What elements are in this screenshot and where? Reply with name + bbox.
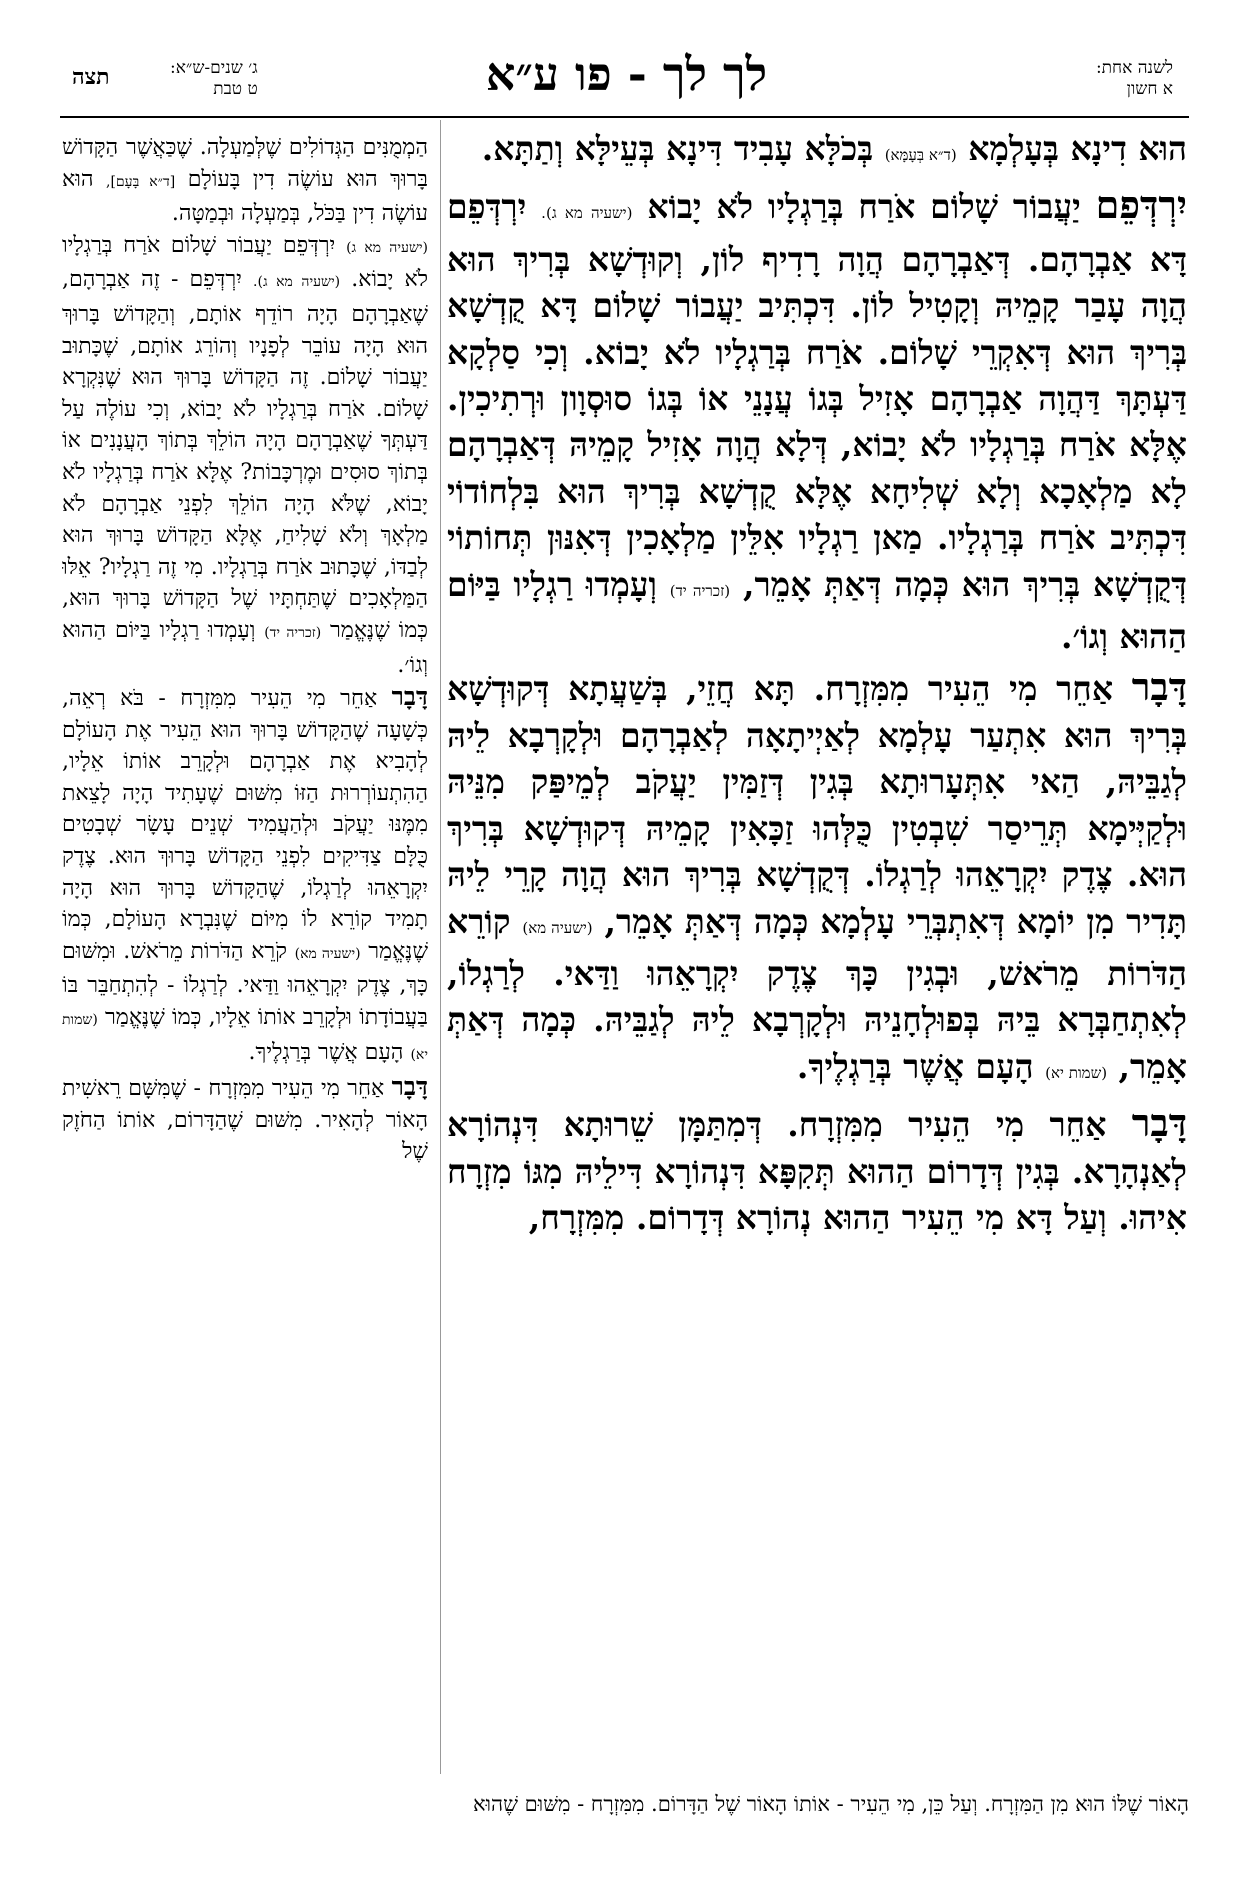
side-lead-word: דָּבָר [391, 682, 428, 712]
main-citation: (שמות יא) [1045, 1063, 1108, 1082]
side-text: הַמְמֻנִּים הַגְּדוֹלִים שֶׁלְּמַעְלָה. שֶׁכַּאֲשֶׁר הַקָּדוֹשׁ בָּרוּךְ הוּא עוֹשֶׂה דִין בָּעוֹלָם [62, 135, 428, 192]
main-paragraph [447, 126, 1187, 178]
column-divider [440, 120, 441, 1774]
side-text: יִרְדְּפֵם יַעֲבוֹר שָׁלוֹם אֹרַח בְּרַגְלָיו לֹא יָבוֹא. [62, 232, 428, 293]
main-paragraph [447, 1100, 1187, 1241]
side-lead-word: דָּבָר [391, 1072, 428, 1102]
translation-column [62, 132, 428, 1752]
side-citation: [ד״א בָּעָם], [106, 173, 176, 190]
header-rule [60, 116, 1189, 118]
main-paragraph [447, 182, 1187, 660]
bottom-continuation-line: הָאוֹר שֶׁלּוֹ הוּא מִן הַמִּזְרָח. וְעַל כֵּן, מִי הֵעִיר - אוֹתוֹ הָאוֹר שֶׁל הַדָּרוֹם. מִמִּזְרָח - מִשּׁוּם שֶׁהוּא [473, 1792, 1189, 1816]
side-paragraph [62, 681, 428, 1071]
main-lead-word: דָּבָר [1131, 1100, 1187, 1146]
side-paragraph [62, 1071, 428, 1168]
header-right-line2: א חשון [1126, 79, 1173, 99]
main-lead-word: יִרְדְּפֵם [1095, 182, 1187, 228]
side-citation: (זכריה יד) [264, 624, 322, 641]
main-citation: (ד״א בְּעָמָּא) [884, 146, 957, 164]
main-text: הָעָם אֲשֶׁר בְּרַגְלֶיךָ. [796, 1046, 1034, 1086]
side-text: יִרְדְּפֵם - זֶה אַבְרָהָם, שֶׁאַבְרָהָם הָיָה רוֹדֵף אוֹתָם, וְהַקָּדוֹשׁ בָּרוּךְ הוּא הָיָה עוֹבֵר לְפָנָיו וְהוֹרֵג אוֹתָם, שֶׁכָּתוּב יַעֲבוֹר שָׁלוֹם. זֶה הַקָּדוֹשׁ בָּרוּךְ הוּא שֶׁנִּקְרָא שָׁלוֹם. אֹרַח בְּרַגְלָיו לֹא יָבוֹא, וְכִי עוֹלֶה עַל דַּעְתְּךָ שֶׁאַבְרָהָם הָיָה הוֹלֵךְ בְּתוֹךְ הָעֲנָנִים אוֹ בְּתוֹךְ סוּסִים וּמֶרְכָּבוֹת? אֶלָּא אֹרַח בְּרַגְלָיו לֹא יָבוֹא, שֶׁלֹּא הָיָה הוֹלֵךְ לִפְנֵי אַבְרָהָם לֹא מַלְאָךְ וְלֹא שָׁלִיחַ, אֶלָּא הַקָּדוֹשׁ בָּרוּךְ הוּא לְבַדּוֹ, שֶׁכָּתוּב אֹרַח בְּרַגְלָיו. מִי זֶה רַגְלָיו? אֵלּוּ הַמַּלְאָכִים שֶׁתַּחְתָּיו שֶׁל הַקָּדוֹשׁ בָּרוּךְ הוּא, כְּמוֹ שֶׁנֶּאֱמַר [62, 267, 428, 643]
side-citation: (ישעיה מא ג). [253, 274, 341, 291]
side-text: אַחֵר מִי הֵעִיר מִמִּזְרָח - שֶׁמִּשָּׁם רֵאשִׁית הָאוֹר לְהָאִיר. מִשּׁוּם שֶׁהַדָּרוֹם, אוֹתוֹ הַחֹזֶק שֶׁל [62, 1076, 428, 1165]
page-title: לך לך - פו ע״א [485, 47, 768, 101]
main-text: וְעָמְדוּ רַגְלָיו בַּיּוֹם הַהוּא וְגוֹ׳. [447, 564, 1187, 657]
side-citation: (שמות יא) [62, 1012, 428, 1063]
main-text: קוֹרֵא הַדֹּרוֹת מֵרֹאשׁ, וּבְגִין כָּךְ צֶדֶק יִקְרָאֵהוּ וַדַּאי. לְרַגְלוֹ, לְאִתְחַבְּרָא בֵּיהּ בְּפוּלְחָנֵיהּ וּלְקָרְבָא לֵיהּ לְגַבֵּיהּ. כְּמָה דְּאַתְּ אָמֵר, [447, 901, 1187, 1086]
main-text: הוּא דִינָא בְּעָלְמָא [968, 129, 1187, 168]
main-citation: (ישעיה מא ג). [541, 204, 633, 223]
header-right-line1: לשנה אחת: [1095, 58, 1173, 78]
main-text: אַחֵר מִי הֵעִיר מִמִּזְרָח. דְּמִתַּמָּן שֵׁרוּתָא דִּנְהוֹרָא לְאַנְהָרָא. בְּגִין דְּדָרוֹם הַהוּא תְּקִפָּא דִּנְהוֹרָא דִּילֵיהּ מִגּוֹ מִזְרָח אִיהוּ. וְעַל דָּא מִי הֵעִיר הַהוּא נְהוֹרָא דְּדָרוֹם. מִמִּזְרָח, [447, 1105, 1187, 1237]
main-text: יַעֲבוֹר שָׁלוֹם אֹרַח בְּרַגְלָיו לֹא יָבוֹא [647, 187, 1081, 227]
main-text: בְּכֹלָּא עָבִיד דִּינָא בְּעֵילָּא וְתַתָּא. [481, 129, 874, 168]
side-citation: (ישעיה מא) [294, 945, 361, 962]
main-lead-word: דָּבָר [1131, 664, 1187, 710]
main-citation: (ישעיה מא) [522, 918, 593, 937]
header-left-line1: ג׳ שנים-ש״א: [170, 58, 258, 78]
main-citation: (זכריה יד) [669, 581, 731, 600]
side-citation: (ישעיה מא ג) [346, 239, 428, 256]
side-text: הוּא עוֹשֶׂה דִין בַּכֹּל, בְּמַעְלָה וּבְמַטָּה. [62, 166, 428, 227]
main-text: אַחֵר מִי הֵעִיר מִמִּזְרָח. תָּא חֲזֵי, בְּשַׁעֲתָא דְּקוּדְשָׁא בְּרִיךְ הוּא אִתְעַר עָלְמָא לְאַיְיתָאָה לְאַבְרָהָם וּלְקָרְבָא לֵיהּ לְגַבֵּיהּ, הַאי אִתְּעָרוּתָא בְּגִין דְּזַמִּין יַעֲקֹב לְמֵיפַּק מִנֵּיהּ וּלְקַיְּימָא תְּרֵיסַר שִׁבְטִין כֻּלְּהוּ זַכָּאִין קָמֵיהּ דְּקוּדְשָׁא בְּרִיךְ הוּא. צֶדֶק יִקְרָאֵהוּ לְרַגְלוֹ. דְּקֻדְשָׁא בְּרִיךְ הוּא הֲוָה קָרֵי לֵיהּ תָּדִיר מִן יוֹמָא דְּאִתְבְּרֵי עָלְמָא כְּמָה דְּאַתְּ אָמֵר, [447, 669, 1187, 941]
side-text: וְעָמְדוּ רַגְלָיו בַּיּוֹם הַהוּא וְגוֹ׳. [62, 617, 428, 678]
header-left-info [170, 58, 258, 100]
side-paragraph [62, 132, 428, 230]
page-number: תצה [72, 64, 110, 90]
main-text: יִרְדְּפֵם דָּא אַבְרָהָם. דְּאַבְרָהָם הֲוָה רָדִיף לוֹן, וְקוּדְשָׁא בְּרִיךְ הוּא הֲוָה עָבַר קָמֵיהּ וְקָטִיל לוֹן. דִּכְתִּיב יַעֲבוֹר שָׁלוֹם דָּא קֻדְשָׁא בְּרִיךְ הוּא דְּאִקְרֵי שָׁלוֹם. אֹרַח בְּרַגְלָיו לֹא יָבוֹא. וְכִי סַלְקָא דַּעְתָּךְ דַּהֲוָה אַבְרָהָם אָזִיל בְּגוֹ עֲנָנֵי אוֹ בְּגוֹ סוּסְוָון וּרְתִיכִין. אֶלָּא אֹרַח בְּרַגְלָיו לֹא יָבוֹא, דְּלָא הֲוָה אָזִיל קָמֵיהּ דְּאַבְרָהָם לָא מַלְאָכָא וְלָא שְׁלִיחָא אֶלָּא קֻדְשָׁא בְּרִיךְ הוּא בִּלְחוֹדוֹי דִּכְתִּיב אֹרַח בְּרַגְלָיו. מַאן רַגְלָיו אִלֵּין מַלְאָכִין דְּאִנּוּן תְּחוֹתוֹי דְּקֻדְשָׁא בְּרִיךְ הוּא כְּמָה דְּאַתְּ אָמֵר, [447, 187, 1187, 604]
main-text-column [447, 126, 1187, 1756]
side-paragraph [62, 230, 428, 681]
side-text: אַחֵר מִי הֵעִיר מִמִּזְרָח - בֹּא רְאֵה, כְּשָׁעָה שֶׁהַקָּדוֹשׁ בָּרוּךְ הוּא הֵעִיר אֶת הָעוֹלָם לְהָבִיא אֶת אַבְרָהָם וּלְקָרֵב אוֹתוֹ אֵלָיו, הַהִתְעוֹרְרוּת הַזּוֹ מִשּׁוּם שֶׁעָתִיד הָיָה לָצֵאת מִמֶּנּוּ יַעֲקֹב וּלְהַעֲמִיד שְׁנֵים עָשָׂר שְׁבָטִים כֻּלָּם צַדִּיקִים לִפְנֵי הַקָּדוֹשׁ בָּרוּךְ הוּא. צֶדֶק יִקְרָאֵהוּ לְרַגְלוֹ, שֶׁהַקָּדוֹשׁ בָּרוּךְ הוּא הָיָה תָמִיד קוֹרֵא לוֹ מִיּוֹם שֶׁנִּבְרָא הָעוֹלָם, כְּמוֹ שֶׁנֶּאֱמַר [62, 686, 428, 964]
main-paragraph [447, 664, 1187, 1096]
side-text: קֹרֵא הַדֹּרוֹת מֵרֹאשׁ. וּמִשּׁוּם כָּךְ, צֶדֶק יִקְרָאֵהוּ וַדַּאי. לְרַגְלוֹ - לְהִתְחַבֵּר בּוֹ בַּעֲבוֹדָתוֹ וּלְקָרֵב אוֹתוֹ אֵלָיו, כְּמוֹ שֶׁנֶּאֱמַר [62, 938, 428, 1031]
side-text: הָעָם אֲשֶׁר בְּרַגְלֶיךָ. [248, 1039, 404, 1065]
header-left-line2: ט טבת [213, 79, 258, 99]
